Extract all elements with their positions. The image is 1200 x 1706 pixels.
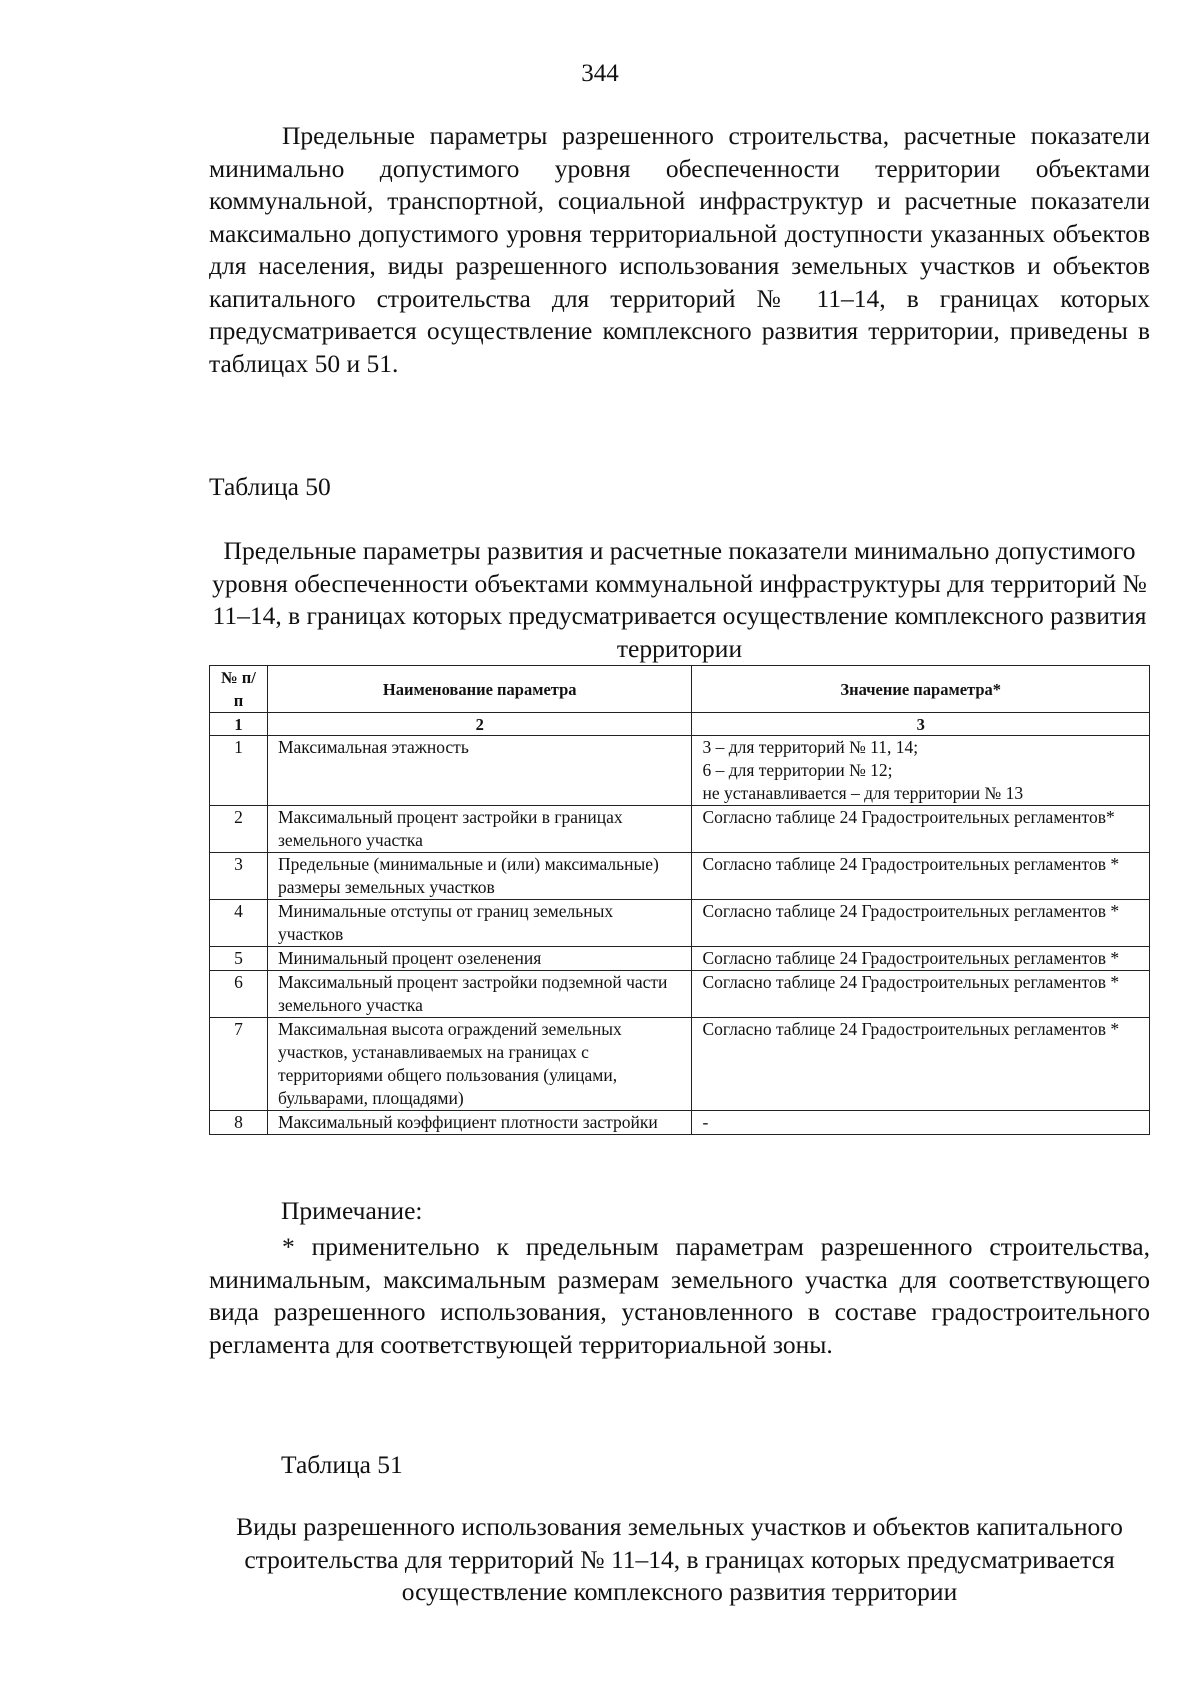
parameter-value: Согласно таблице 24 Градостроительных регламентов * [692, 1018, 1150, 1111]
parameter-value-line: 3 – для территорий № 11, 14; [702, 737, 919, 757]
row-number: 7 [210, 1018, 268, 1111]
row-number: 4 [210, 900, 268, 947]
parameter-name: Максимальная высота ограждений земельных участков, устанавливаемых на границах с территориями общего пользования (улицами, бульварами, площадями) [267, 1018, 692, 1111]
row-number: 6 [210, 971, 268, 1018]
header-parameter-name: Наименование параметра [267, 666, 692, 713]
table-row [210, 971, 1150, 1018]
note-text: * применительно к предельным параметрам разрешенного строительства, минимальным, максимальным размерам земельного участка для соответствующего вида разрешенного использования, установленного в составе градостроительного регламента для соответствующей территориальной зоны. [209, 1232, 1150, 1359]
table-row [210, 853, 1150, 900]
table-51-label: Таблица 51 [281, 1450, 403, 1479]
table-row [210, 736, 1150, 806]
parameters-table [209, 665, 1150, 1135]
parameter-value [692, 736, 1150, 806]
table-51-caption: Виды разрешенного использования земельных участков и объектов капитального строительства для территорий № 11–14, в границах которых предусматривается осуществление комплексного развития территории [236, 1512, 1123, 1606]
intro-paragraph: Предельные параметры разрешенного строительства, расчетные показатели минимально допустимого уровня обеспеченности территории объектами коммунальной, транспортной, социальной инфраструктур и расчетные показатели максимально допустимого уровня территориальной доступности указанных объектов для населения, виды разрешенного использования земельных участков и объектов капитального строительства для территорий № 11–14, в границах которых предусматривается осуществление комплексного развития территории, приведены в таблицах 50 и 51. [209, 121, 1150, 378]
parameter-name: Минимальный процент озеленения [267, 947, 692, 971]
parameter-value: Согласно таблице 24 Градостроительных регламентов* [692, 806, 1150, 853]
parameter-name: Максимальный процент застройки в границах земельного участка [267, 806, 692, 853]
parameter-name: Минимальные отступы от границ земельных участков [267, 900, 692, 947]
table-column-index-row [210, 713, 1150, 736]
row-number: 5 [210, 947, 268, 971]
parameter-value-line: 6 – для территории № 12; [702, 760, 893, 780]
parameter-value: Согласно таблице 24 Градостроительных регламентов * [692, 900, 1150, 947]
table-row [210, 947, 1150, 971]
parameter-name: Максимальный процент застройки подземной части земельного участка [267, 971, 692, 1018]
header-parameter-value: Значение параметра* [692, 666, 1150, 713]
table-row [210, 1111, 1150, 1135]
table-row [210, 900, 1150, 947]
column-index: 2 [267, 713, 692, 736]
table-row [210, 1018, 1150, 1111]
row-number: 3 [210, 853, 268, 900]
table-50-caption: Предельные параметры развития и расчетные показатели минимально допустимого уровня обеспеченности объектами коммунальной инфраструктуры для территорий № 11–14, в границах которых предусматривается осуществление комплексного развития территории [212, 536, 1147, 663]
table-header-row [210, 666, 1150, 713]
parameter-name: Максимальный коэффициент плотности застройки [267, 1111, 692, 1135]
row-number: 8 [210, 1111, 268, 1135]
parameter-value: - [692, 1111, 1150, 1135]
row-number: 2 [210, 806, 268, 853]
parameter-name: Предельные (минимальные и (или) максимальные) размеры земельных участков [267, 853, 692, 900]
parameter-value: Согласно таблице 24 Градостроительных регламентов * [692, 947, 1150, 971]
table-50-label: Таблица 50 [209, 472, 331, 501]
table-row [210, 806, 1150, 853]
column-index: 3 [692, 713, 1150, 736]
parameter-value: Согласно таблице 24 Градостроительных регламентов * [692, 853, 1150, 900]
parameter-value: Согласно таблице 24 Градостроительных регламентов * [692, 971, 1150, 1018]
parameter-name: Максимальная этажность [267, 736, 692, 806]
note-title: Примечание: [281, 1196, 423, 1225]
row-number: 1 [210, 736, 268, 806]
parameter-value-line: не устанавливается – для территории № 13 [702, 783, 1024, 803]
page-number: 344 [581, 60, 619, 87]
header-num: № п/п [210, 666, 268, 713]
column-index: 1 [210, 713, 268, 736]
